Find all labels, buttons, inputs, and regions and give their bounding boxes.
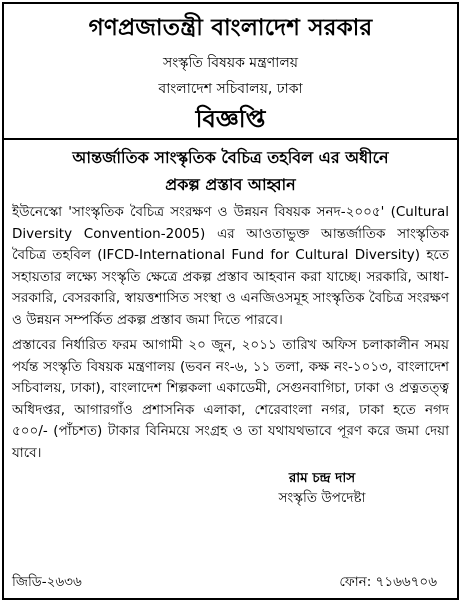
notice-body [4,200,457,464]
paragraph-1: ইউনেস্কো 'সাংস্কৃতিক বৈচিত্র সংরক্ষণ ও উন্নয়ন বিষয়ক সনদ-২০০৫' (Cultural Diversity Convention-2005) এর আওতাভুক্ত আন্তর্জাতিক সাংস্কৃতিক বৈচিত্র তহবিল (IFCD-International Fund for Cultural Diversity) হতে সহায়তার লক্ষ্যে সংস্কৃতি ক্ষেত্রে প্রকল্প প্রস্তাব আহবান করা যাচ্ছে। সরকারি, আধা-সরকারি, বেসরকারি, স্বায়ত্তশাসিত সংস্থা ও এনজিওসমূহ সাংস্কৃতিক বৈচিত্র সংরক্ষণ ও উন্নয়ন সম্পর্কিত প্রকল্প প্রস্তাব জমা দিতে পারবে। [12,204,449,328]
signatory-designation: সংস্কৃতি উপদেষ্টা [278,490,366,506]
signature-block [222,468,422,508]
phone-number: ফোন: ৭১৬৬৭০৬ [339,574,437,590]
government-title: গণপ্রজাতন্ত্রী বাংলাদেশ সরকার [88,15,373,41]
notice-header [4,14,457,134]
ministry-name: সংস্কৃতি বিষয়ক মন্ত্রণালয় [162,55,299,71]
signatory-name: রাম চন্দ্র দাস [288,470,356,486]
paragraph-2: প্রস্তাবের নির্ধারিত ফরম আগামী ২০ জুন, ২০১১ তারিখ অফিস চলাকালীন সময় পর্যন্ত সংস্কৃতি বিষয়ক মন্ত্রণালয় (ভবন নং-৬, ১১ তলা, কক্ষ নং-১০১৩, বাংলাদেশ সচিবালয়, ঢাকা), বাংলাদেশ শিল্পকলা একাডেমী, সেগুনবাগিচা, ঢাকা ও প্রত্নতত্ত্ব অধিদপ্তর, আগারগাঁও প্রশাসনিক এলাকা, শেরেবাংলা নগর, ঢাকা হতে নগদ ৫০০/- (পাঁচশত) টাকার বিনিময়ে সংগ্রহ ও তা যথাযথভাবে পূরণ করে জমা দেয়া যাবে। [12,337,449,461]
government-notice [2,2,459,600]
subheading-line-2: প্রকল্প প্রস্তাব আহ্বান [165,175,296,194]
ministry-address: বাংলাদেশ সচিবালয়, ঢাকা [158,81,303,97]
subheading-line-1: আন্তর্জাতিক সাংস্কৃতিক বৈচিত্র তহবিল এর অধীনে [72,148,389,167]
subheading [4,140,457,200]
notice-footer [12,572,437,592]
gd-number: জিডি-২৬৩৬ [12,574,82,590]
notice-title: বিজ্ঞপ্তি [195,105,266,133]
